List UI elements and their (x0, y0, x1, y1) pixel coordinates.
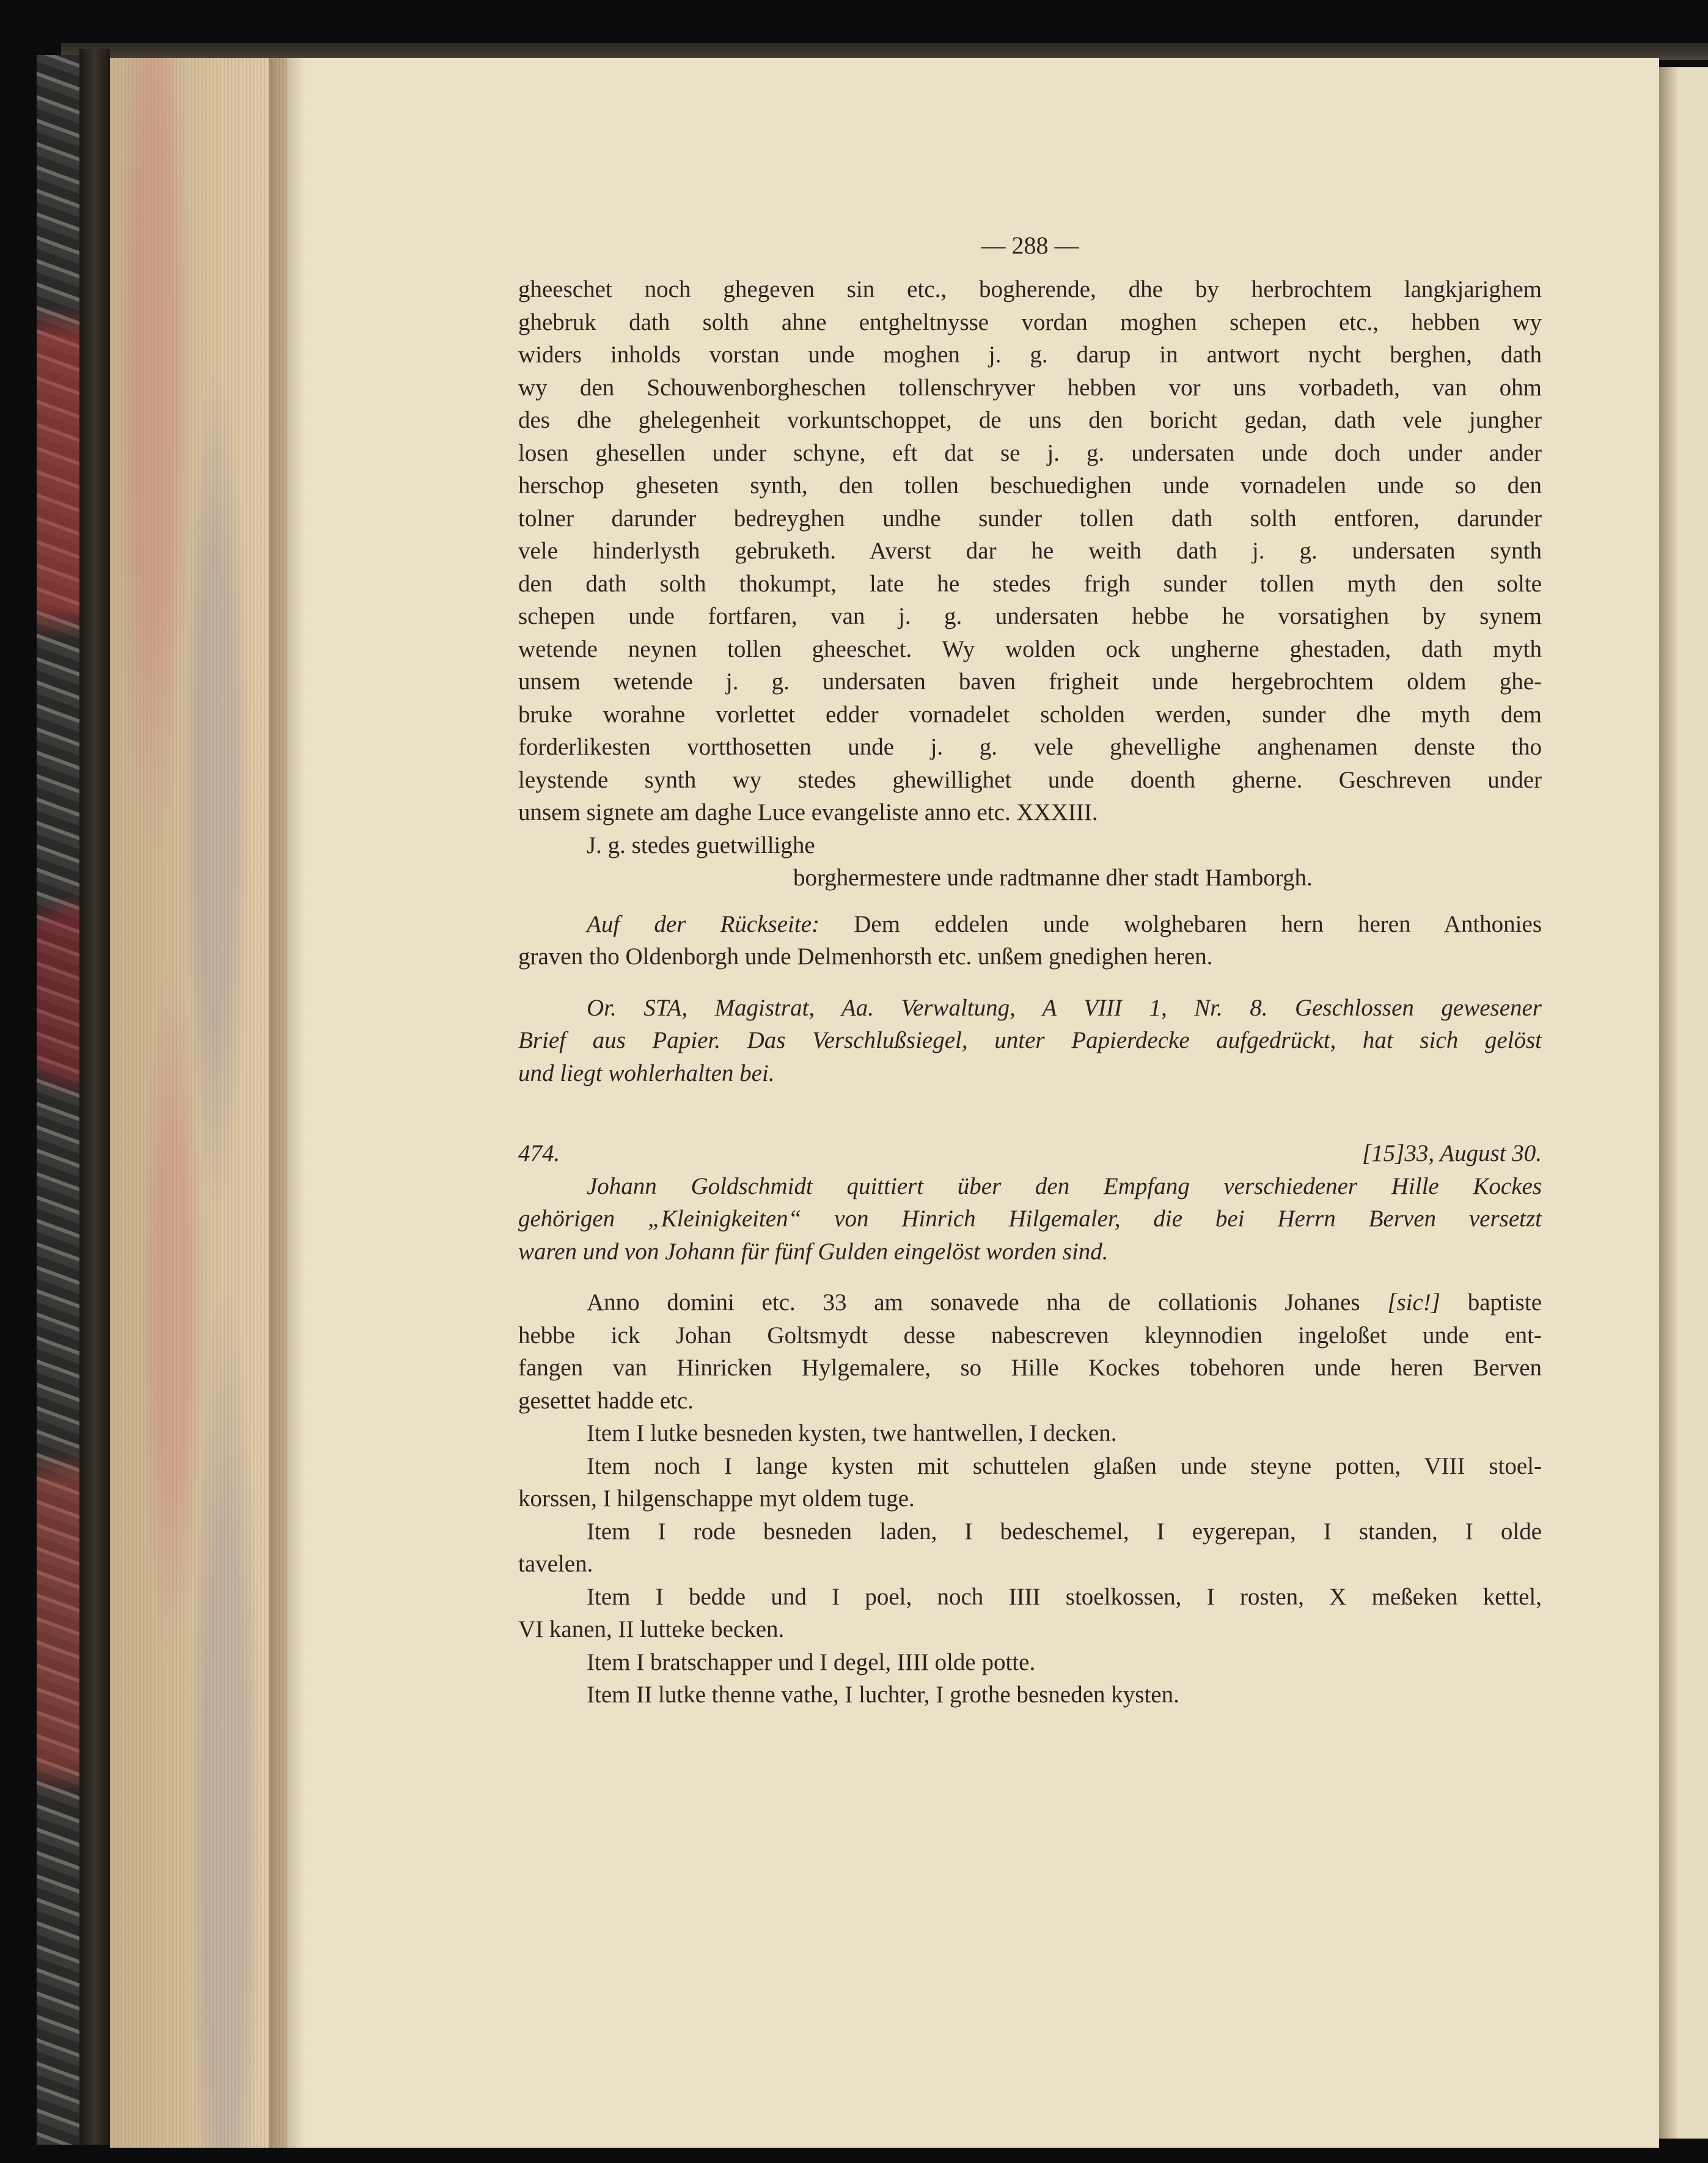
address-line-2: graven tho Oldenborgh unde Delmenhorsth etc. unßem gnedighen heren. (518, 943, 1213, 970)
receipt-line: fangen van Hinricken Hylgemalere, so Hille Kockes tobehoren unde heren Berven (518, 1355, 1542, 1381)
entry-number: 474. (518, 1140, 560, 1166)
summary-line: Johann Goldschmidt quittiert über den Empfang verschiedener Hille Kockes (587, 1173, 1542, 1199)
book-spine-edge (79, 49, 110, 2145)
page-edges-stack (110, 58, 287, 2148)
entry-header (518, 1137, 1542, 1170)
entry-474 (518, 1137, 1542, 1268)
closing-greeting: J. g. stedes guetwillighe (587, 832, 815, 858)
closing-signature: borghermestere unde radtmanne dher stadt Hamborgh. (793, 865, 1313, 891)
letter-line: leystende synth wy stedes ghewillighet unde doenth gherne. Geschreven under (518, 766, 1542, 793)
address-note (518, 908, 1542, 973)
entry-date: [15]33, August 30. (1362, 1140, 1542, 1166)
gutter-shadow (269, 58, 306, 2148)
letter-line: den dath solth thokumpt, late he stedes frigh sunder tollen myth den solte (518, 570, 1542, 597)
letter-line-last: unsem signete am daghe Luce evangeliste anno etc. XXXIII. (518, 799, 1098, 825)
letter-body (518, 273, 1542, 895)
letter-line: tolner darunder bedreyghen undhe sunder tollen dath solth entforen, darunder (518, 505, 1542, 532)
adjacent-page-edge (1659, 67, 1708, 2139)
item-line-cont: VI kanen, II lutteke becken. (518, 1616, 785, 1642)
source-line-last: und liegt wohlerhalten bei. (518, 1060, 775, 1086)
source-line: Or. STA, Magistrat, Aa. Verwaltung, A VIII 1, Nr. 8. Geschlossen gewesener (587, 994, 1542, 1021)
page-number: — 288 — (981, 232, 1079, 259)
item-list (518, 1417, 1542, 1711)
receipt-line (518, 1286, 1542, 1319)
item-line: Item I bratschapper und I degel, IIII olde potte. (587, 1649, 1036, 1675)
address-label: Auf der Rückseite: (587, 910, 820, 937)
letter-line: unsem wetende j. g. undersaten baven frigheit unde hergebrochtem oldem ghe- (518, 668, 1542, 695)
letter-line: widers inholds vorstan unde moghen j. g. darup in antwort nycht berghen, dath (518, 342, 1542, 368)
letter-line: forderlikesten vortthosetten unde j. g. vele ghevellighe anghenamen denste tho (518, 734, 1542, 760)
letter-line: herschop gheseten synth, den tollen beschuedighen unde vornadelen unde so den (518, 472, 1542, 499)
address-line (518, 908, 1542, 941)
letter-line: des dhe ghelegenheit vorkuntschoppet, de uns den boricht gedan, dath vele jungher (518, 407, 1542, 433)
source-note (518, 992, 1542, 1090)
source-line: Brief aus Papier. Das Verschlußsiegel, unter Papierdecke aufgedrückt, hat sich gelöst (518, 1027, 1542, 1053)
letter-line: losen ghesellen under schyne, eft dat se j. g. undersaten unde doch under ander (518, 439, 1542, 466)
page-content (518, 231, 1542, 1711)
receipt-line-last: gesettet hadde etc. (518, 1387, 694, 1414)
item-line-cont: korssen, I hilgenschappe myt oldem tuge. (518, 1485, 915, 1512)
letter-line: gheeschet noch ghegeven sin etc., bogherende, dhe by herbrochtem langkjarighem (518, 276, 1542, 302)
receipt-text-b: baptiste (1440, 1289, 1542, 1316)
letter-line: ghebruk dath solth ahne entgheltnysse vordan moghen schepen etc., hebben wy (518, 309, 1542, 335)
summary-line: gehörigen „Kleinigkeiten“ von Hinrich Hilgemaler, die bei Herrn Berven versetzt (518, 1206, 1542, 1232)
letter-line: wetende neynen tollen gheeschet. Wy wolden ock ungherne ghestaden, dath myth (518, 635, 1542, 662)
letter-line: bruke worahne vorlettet edder vornadelet scholden werden, sunder dhe myth dem (518, 701, 1542, 728)
book-top-edge (61, 43, 1708, 60)
summary-line-last: waren und von Johann für fünf Gulden eingelöst worden sind. (518, 1238, 1109, 1265)
item-line-cont: tavelen. (518, 1551, 593, 1577)
letter-line: wy den Schouwenborgheschen tollenschryver hebben vor uns vorbadeth, van ohm (518, 374, 1542, 401)
entry-summary (518, 1170, 1542, 1268)
item-line: Item I bedde und I poel, noch IIII stoelkossen, I rosten, X meßeken kettel, (587, 1583, 1542, 1610)
item-line: Item I rode besneden laden, I bedeschemel, I eygerepan, I standen, I olde (587, 1518, 1542, 1545)
letter-line: schepen unde fortfaren, van j. g. undersaten hebbe he vorsatighen by synem (518, 603, 1542, 629)
sic-mark: [sic!] (1387, 1289, 1440, 1316)
letter-line: vele hinderlysth gebruketh. Averst dar he weith dath j. g. undersaten synth (518, 538, 1542, 564)
receipt-text-a: Anno domini etc. 33 am sonavede nha de collationis Johanes (587, 1289, 1388, 1316)
item-line: Item II lutke thenne vathe, I luchter, I grothe besneden kysten. (587, 1682, 1179, 1708)
receipt-text (518, 1286, 1542, 1417)
address-text: Dem eddelen unde wolghebaren hern heren Anthonies (819, 910, 1542, 937)
item-line: Item I lutke besneden kysten, twe hantwellen, I decken. (587, 1420, 1117, 1446)
item-line: Item noch I lange kysten mit schuttelen glaßen unde steyne potten, VIII stoel- (587, 1452, 1542, 1479)
receipt-line: hebbe ick Johan Goltsmydt desse nabescreven kleynnodien ingeloßet unde ent- (518, 1322, 1542, 1349)
